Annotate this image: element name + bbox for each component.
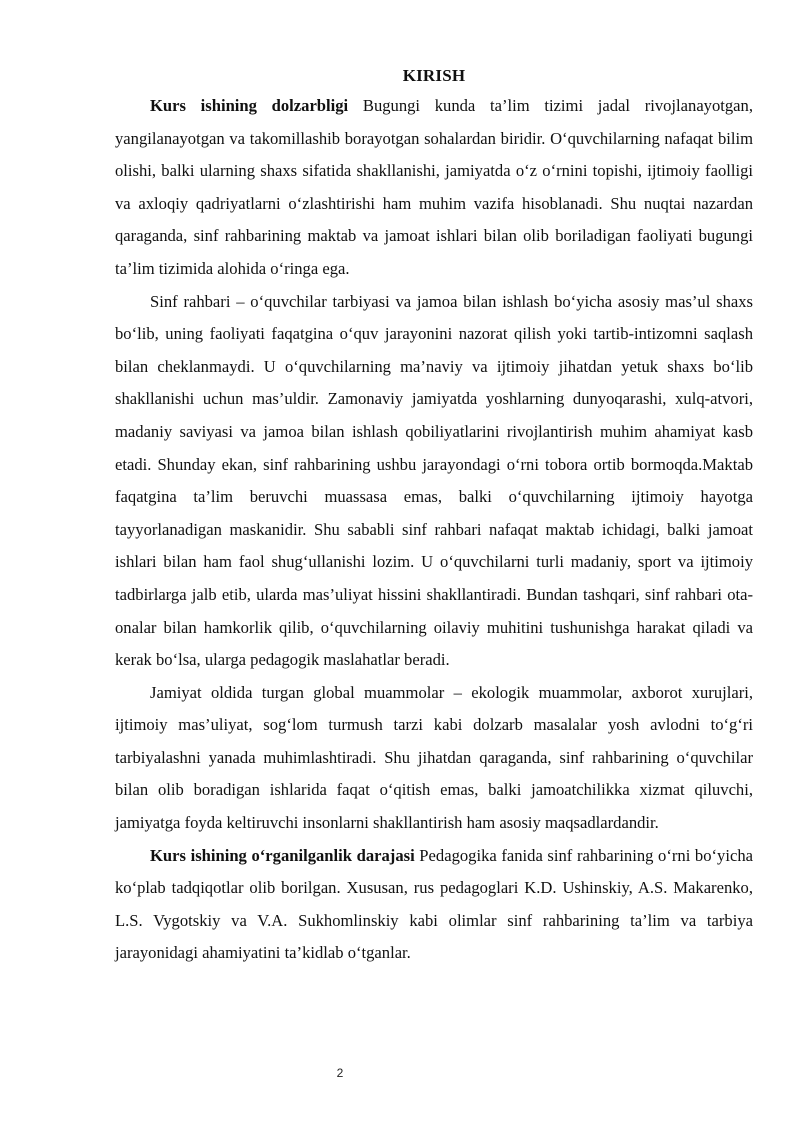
paragraph-text: Pedagogika fanida sinf rahbarining o‘rni bo‘yicha ko‘plab tadqiqotlar olib borilgan. Xususan, rus pedagoglari K.D. Ushinskiy, A.S. Makarenko, L.S. Vygotskiy va V.A. Sukhomlinskiy kabi olimlar sinf rahbarining ta’lim va tarbiya jarayonidagi ahamiyatini ta’kidlab o‘tganlar. — [115, 845, 753, 963]
paragraph-text: Bugungi kunda ta’lim tizimi jadal rivojlanayotgan, yangilanayotgan va takomillashib borayotgan sohalardan biridir. O‘quvchilarning nafaqat bilim olishi, balki ularning shaxs sifatida shakllanishi, jamiyatda o‘z o‘rnini topishi, ijtimoiy faolligi va axloqiy qadriyatlarni o‘zlashtirishi ham muhim vazifa hisoblanadi. Shu nuqtai nazardan qaraganda, sinf rahbarining maktab va jamoat ishlari bilan olib boriladigan faoliyati bugungi ta’lim tizimida alohida o‘ringa ega. — [115, 96, 753, 278]
paragraph-text: Jamiyat oldida turgan global muammolar – ekologik muammolar, axborot xurujlari, ijtimoiy mas’uliyat, sog‘lom turmush tarzi kabi dolzarb masalalar yosh avlodni to‘g‘ri tarbiyalashni yanada muhimlashtiradi. Shu jihatdan qaraganda, sinf rahbarining o‘quvchilar bilan olib boradigan ishlarida faqat o‘qitish emas, balki jamoatchilikka xizmat qiluvchi, jamiyatga foyda keltiruvchi insonlarni shakllantirish ham asosiy maqsadlardandir. — [115, 682, 753, 833]
paragraph-text: Sinf rahbari – o‘quvchilar tarbiyasi va jamoa bilan ishlash bo‘yicha asosiy mas’ul shaxs bo‘lib, uning faoliyati faqatgina o‘quv jarayonini nazorat qilish yoki tartib-intizomni saqlash bilan cheklanmaydi. U o‘quvchilarning ma’naviy va ijtimoiy jihatdan yetuk shaxs bo‘lib shakllanishi uchun mas’uldir. Zamonaviy jamiyatda yoshlarning dunyoqarashi, xulq-atvori, madaniy saviyasi va jamoa bilan ishlash qobiliyatlarini rivojlantirish muhim ahamiyat kasb etadi. Shunday ekan, sinf rahbarining ushbu jarayondagi o‘rni tobora ortib bormoqda.Maktab faqatgina ta’lim beruvchi muassasa emas, balki o‘quvchilarning ijtimoiy hayotga tayyorlanadigan maskanidir. Shu sababli sinf rahbari nafaqat maktab ichidagi, balki jamoat ishlari bilan ham faol shug‘ullanishi lozim. U o‘quvchilarni turli madaniy, sport va ijtimoiy tadbirlarga jalb etib, ularda mas’uliyat hissini shakllantiradi. Bundan tashqari, sinf rahbari ota-onalar bilan hamkorlik qilib, o‘quvchilarning oilaviy muhitini tushunishga harakat qiladi va kerak bo‘lsa, ularga pedagogik maslahatlar beradi. — [115, 291, 753, 670]
paragraph-heading-relevance: Kurs ishining dolzarbligi — [150, 96, 349, 115]
paragraph-heading-study-level: Kurs ishining o‘rganilganlik darajasi — [150, 845, 415, 865]
paragraph-study-level — [115, 840, 753, 970]
paragraph-relevance — [115, 90, 753, 286]
page-number: 2 — [336, 1066, 344, 1080]
document-title: KIRISH — [402, 66, 466, 85]
document-page — [115, 62, 753, 970]
paragraph-class-teacher — [115, 286, 753, 677]
paragraph-global-problems — [115, 677, 753, 840]
